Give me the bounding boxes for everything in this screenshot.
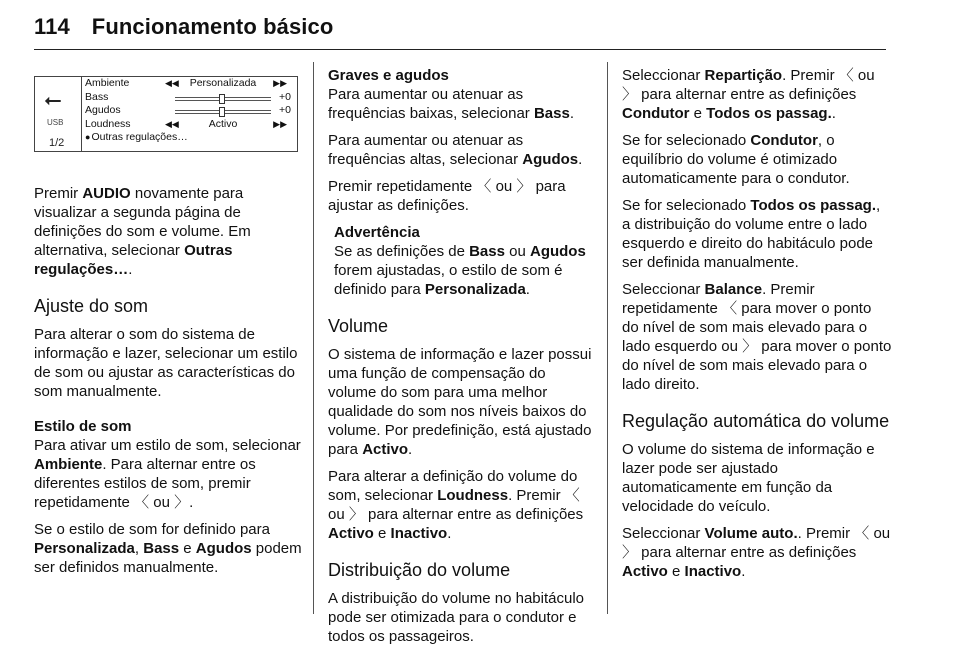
paragraph: Seleccionar Repartição. Premir 〈 ou 〉 para alternar entre as definições Condutor e Todos os passag.. [622,67,875,122]
paragraph: Se o estilo de som for definido para Personalizada, Bass e Agudos podem ser definidos manualmente. [34,521,302,576]
paragraph: O sistema de informação e lazer possui uma função de compensação do volume do som para uma melhor qualidade do som nos níveis baixos do volume. Por predefinição, está ajustado para Activo. [328,346,592,458]
setting-label: Loudness [85,117,131,130]
page-indicator: 1/2 [49,137,65,149]
paragraph: Para ativar um estilo de som, selecionar Ambiente. Para alternar entre os diferentes estilos de som, premir repetidamente 〈 ou 〉. [34,437,301,511]
setting-label: ● Outras regulações… [85,131,188,145]
section-heading: Regulação automática do volume [622,411,890,431]
paragraph: Para aumentar ou atenuar as frequências altas, selecionar Agudos. [328,132,583,168]
column-3 [622,66,892,589]
paragraph: Se for selecionado Todos os passag., a distribuição do volume entre o lado esquerdo e direito do habitáculo pode ser definida manualmente. [622,197,881,271]
paragraph: Para alterar o som do sistema de informação e lazer, selecionar um estilo de som ou ajustar as características do som manualmente. [34,326,298,400]
paragraph: Para alterar a definição do volume do som, selecionar Loudness. Premir 〈 ou 〉 para alternar entre as definições Activo e Inactivo. [328,468,584,542]
note-title: Advertência [334,224,420,241]
subsection-heading: Estilo de som [34,418,132,435]
bass-slider [175,97,271,101]
paragraph: O volume do sistema de informação e lazer pode ser ajustado automaticamente em função da velocidade do veículo. [622,441,875,515]
section-heading: Volume [328,316,389,336]
paragraph: Premir AUDIO novamente para visualizar a segunda página de definições do som e volume. Em alternativa, selecionar Outras regulações…. [34,185,251,278]
page-title: Funcionamento básico [91,14,334,39]
setting-row-outras [85,131,295,145]
paragraph: Para aumentar ou atenuar as frequências baixas, selecionar Bass. [328,86,574,122]
setting-value: +0 [279,104,291,116]
setting-row-loudness [85,118,295,132]
setting-label: Ambiente [85,77,130,89]
slider-knob [219,94,225,104]
page-number: 114 [34,14,70,39]
sound-settings-screen [34,76,298,152]
column-divider [607,62,608,614]
setting-row-agudos [85,104,295,118]
arrow-right-icon: ▶▶ [273,118,287,129]
settings-rows [85,77,295,145]
column-2 [328,66,596,654]
section-heading: Distribuição do volume [328,560,511,580]
paragraph: A distribuição do volume no habitáculo pode ser otimizada para o condutor e todos os passageiros. [328,590,584,645]
note-text: Se as definições de Bass ou Agudos forem ajustadas, o estilo de som é definido para Personalizada. [334,243,586,298]
setting-value: Activo [208,117,238,130]
slider-knob [219,107,225,117]
page-header [34,14,333,40]
usb-icon: ⭠ [44,87,62,112]
panel-source [35,77,82,151]
section-heading: Ajuste do som [34,296,149,316]
subsection-heading: Graves e agudos [328,67,449,84]
arrow-left-icon: ◀◀ [165,118,179,129]
treble-slider [175,110,271,114]
setting-label: Bass [85,90,109,103]
column-divider [313,62,314,614]
usb-label: USB [47,118,64,127]
setting-label: Agudos [85,104,121,116]
paragraph: Se for selecionado Condutor, o equilíbrio do volume é otimizado automaticamente para o condutor. [622,132,850,187]
arrow-left-icon: ◀◀ [165,78,179,88]
column-1 [34,66,302,585]
paragraph: Seleccionar Volume auto.. Premir 〈 ou 〉 para alternar entre as definições Activo e Inactivo. [622,525,891,580]
paragraph: Premir repetidamente 〈 ou 〉 para ajustar as definições. [328,178,566,214]
setting-row-bass [85,91,295,105]
setting-row-ambiente [85,77,295,91]
setting-value: +0 [279,90,291,103]
header-rule [34,49,886,50]
paragraph: Seleccionar Balance. Premir repetidamente 〈 para mover o ponto do nível de som mais elevado para o lado esquerdo ou 〉 para mover o ponto do nível de som mais elevado para o lado direito. [622,281,892,393]
setting-value: Personalizada [189,77,257,89]
note-box [334,223,596,299]
arrow-right-icon: ▶▶ [273,78,287,88]
